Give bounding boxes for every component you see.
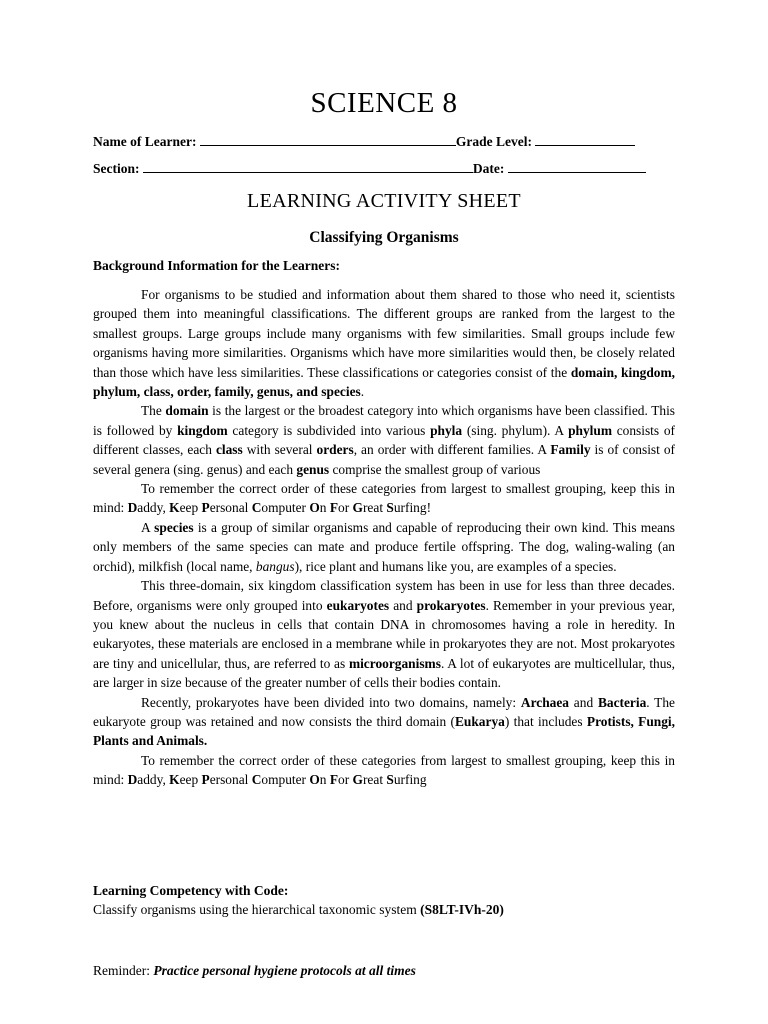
sheet-heading: LEARNING ACTIVITY SHEET bbox=[247, 190, 521, 212]
paragraph-eukaryotes: This three-domain, six kingdom classification system has been in use for less than three decades. Before, organisms were only grouped into eukaryotes and prokaryotes. Remember in your previous year, you knew about the nucleus in cells that contain DNA in chromosomes having a role in heredity. In eukaryotes, these materials are enclosed in a membrane while in prokaryotes they are not. Most prokaryotes are tiny and unicellular, thus, are referred to as microorganisms. A lot of eukaryotes are multicellular, thus, are larger in size because of the greater number of cells their bodies contain. bbox=[93, 578, 676, 691]
paragraph-mnemonic-2: To remember the correct order of these categories from largest to smallest grouping, keep this in mind: Daddy, Keep Personal Computer On For Great Surfing bbox=[93, 752, 675, 788]
reminder-text: Practice personal hygiene protocols at all times bbox=[153, 963, 416, 978]
topic-heading: Classifying Organisms bbox=[309, 229, 459, 246]
background-heading: Background Information for the Learners: bbox=[93, 258, 340, 273]
paragraph-intro: For organisms to be studied and information about them shared to those who need it, scientists grouped them into meaningful classifications. The different groups are ranked from the largest to the smallest groups. Large groups include many organisms with few similarities. Small groups include few organisms having more similarities. Organisms which have more similarities would then, be closely related than those which have less similarities. These classifications or categories consist of the domain, kingdom, phylum, class, order, family, genus, and species. bbox=[93, 287, 676, 400]
name-label: Name of Learner: bbox=[93, 134, 197, 149]
paragraph-mnemonic-1: To remember the correct order of these categories from largest to smallest grouping, keep this in mind: Daddy, Keep Personal Computer On For Great Surfing! bbox=[93, 481, 675, 516]
date-label: Date: bbox=[472, 161, 505, 176]
section-date-row bbox=[93, 161, 675, 177]
competency-heading: Learning Competency with Code: bbox=[93, 883, 289, 898]
reminder bbox=[93, 963, 416, 979]
name-blank[interactable] bbox=[200, 144, 456, 146]
reminder-label: Reminder: bbox=[93, 963, 154, 978]
paragraph-species: A species is a group of similar organisms and capable of reproducing their own kind. This means only members of the same species can mate and produce fertile offspring. The dog, waling-waling (an orchid), milkfish (local name, bangus), rice plant and humans like you, are examples of a species. bbox=[93, 519, 676, 574]
grade-level-blank[interactable] bbox=[535, 144, 635, 146]
page-title: SCIENCE 8 bbox=[310, 87, 458, 119]
date-blank[interactable] bbox=[508, 171, 646, 173]
grade-level-label: Grade Level: bbox=[455, 134, 532, 149]
paragraph-domain: The domain is the largest or the broadest category into which organisms have been classified. This is followed by kingdom category is subdivided into various phyla (sing. phylum). A phylum consists of different classes, each class with several orders, an order with different families. A Family is of consist of several genera (sing. genus) and each genus comprise the smallest group of various bbox=[93, 403, 676, 477]
section-blank[interactable] bbox=[143, 171, 473, 173]
section-label: Section: bbox=[93, 161, 140, 176]
competency-text: Classify organisms using the hierarchical taxonomic system (S8LT-IVh-20) bbox=[93, 902, 504, 917]
background-text bbox=[93, 285, 675, 790]
paragraph-domains: Recently, prokaryotes have been divided into two domains, namely: Archaea and Bacteria. The eukaryote group was retained and now consists the third domain (Eukarya) that includes Protists, Fungi, Plants and Animals. bbox=[93, 694, 676, 749]
learner-info-row bbox=[93, 134, 675, 150]
competency-code: (S8LT-IVh-20) bbox=[420, 902, 504, 917]
